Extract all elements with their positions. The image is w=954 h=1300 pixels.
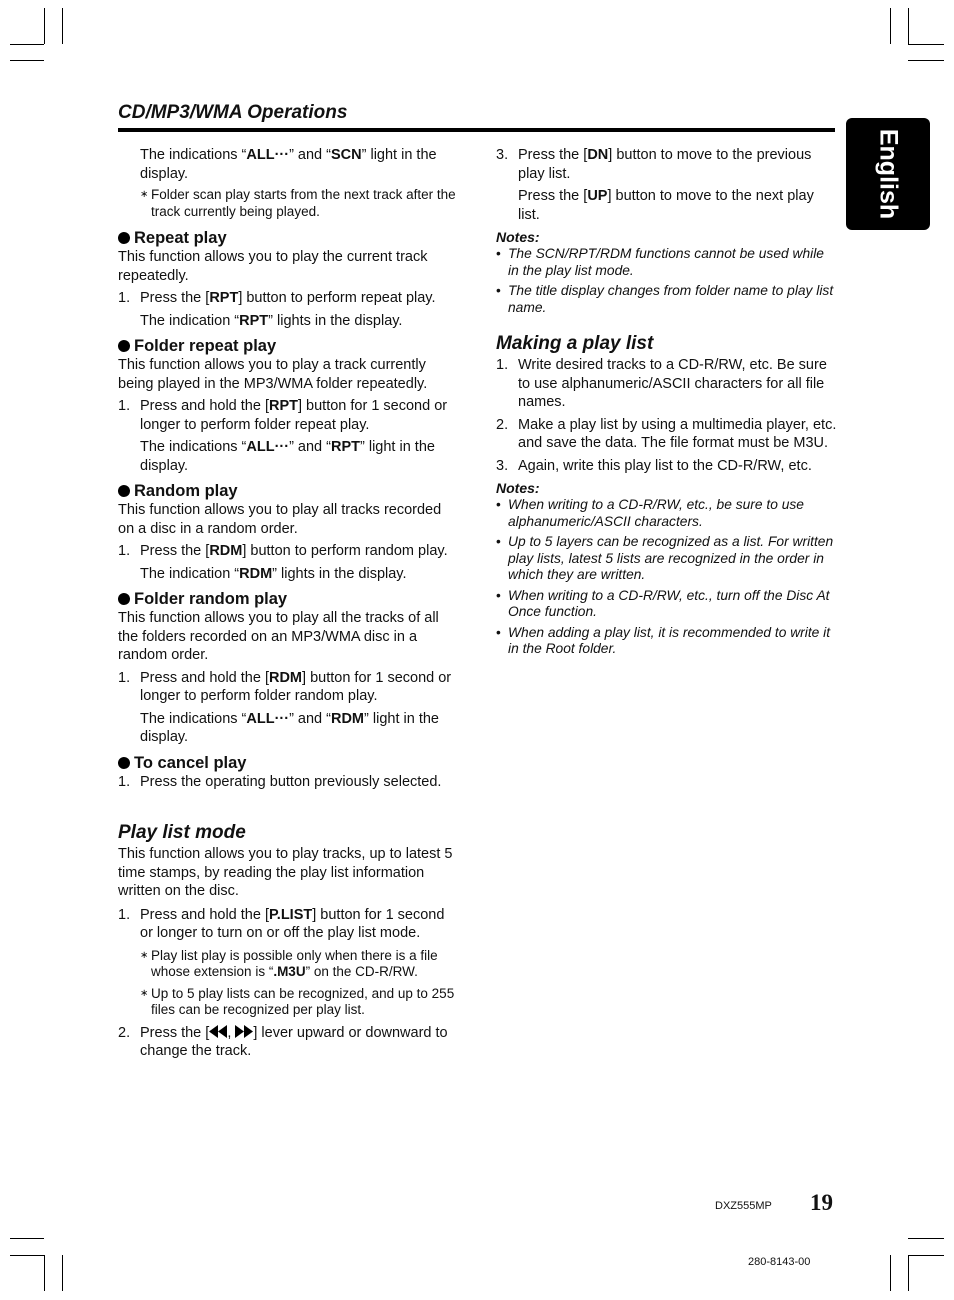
page-number: 19 bbox=[810, 1190, 833, 1215]
random-desc: This function allows you to play all tracks recorded on a disc in a random order. bbox=[118, 502, 442, 537]
random-step-1: 1. Press the [RDM] button to perform random play. bbox=[118, 543, 448, 559]
folder-random-heading: Folder random play bbox=[118, 589, 460, 609]
filled-circle-bullet-icon bbox=[118, 340, 130, 352]
cancel-step-1: 1. Press the operating button previously selected. bbox=[118, 773, 442, 790]
note-item: • When writing to a CD-R/RW, etc., be sure to use alphanumeric/ASCII characters. bbox=[496, 497, 804, 529]
folder-random-step-1: 1. Press and hold the [RDM] button for 1 second or longer to perform folder random play. bbox=[118, 669, 452, 704]
repeat-step-1: 1. Press the [RPT] button to perform repeat play. bbox=[118, 290, 436, 306]
making-step-1: 1. Write desired tracks to a CD-R/RW, etc. Be sure to use alphanumeric/ASCII characters for all file names. bbox=[496, 357, 827, 410]
filled-circle-bullet-icon bbox=[118, 593, 130, 605]
folder-random-desc: This function allows you to play all the tracks of all the folders recorded on an MP3/WMA disc in a random order. bbox=[118, 610, 439, 663]
playlist-note-2: ∗ Up to 5 play lists can be recognized, and up to 255 files can be recognized per play list. bbox=[140, 985, 455, 1017]
playlist-note-1: ∗ Play list play is possible only when there is a file whose extension is “.M3U” on the CD-R/RW. bbox=[140, 947, 438, 979]
language-tab-label: English bbox=[874, 128, 903, 220]
note-item: • The title display changes from folder name to play list name. bbox=[496, 283, 834, 315]
folder-repeat-step-1: 1. Press and hold the [RPT] button for 1 second or longer to perform folder repeat play. bbox=[118, 398, 448, 433]
repeat-desc: This function allows you to play the current track repeatedly. bbox=[118, 249, 428, 284]
making-step-3: 3. Again, write this play list to the CD-R/RW, etc. bbox=[496, 457, 812, 474]
repeat-indication: The indication “RPT” lights in the display. bbox=[140, 312, 403, 329]
playlist-step-1: 1. Press and hold the [P.LIST] button for 1 second or longer to turn on or off the play list mode. bbox=[118, 906, 445, 941]
playlist-mode-heading: Play list mode bbox=[118, 822, 246, 843]
playlist-step-3: 3. Press the [DN] button to move to the previous play list. bbox=[496, 147, 812, 182]
document-code: 280-8143-00 bbox=[748, 1256, 811, 1268]
page-header-title: CD/MP3/WMA Operations bbox=[118, 102, 348, 123]
fast-forward-icon bbox=[235, 1025, 253, 1038]
random-heading: Random play bbox=[118, 481, 460, 501]
notes-heading: Notes: bbox=[496, 480, 540, 496]
playlist-step-3-next: Press the [UP] button to move to the next play list. bbox=[518, 188, 814, 223]
playlist-mode-desc: This function allows you to play tracks, up to latest 5 time stamps, by reading the play list information written on the disc. bbox=[118, 846, 453, 899]
cancel-heading: To cancel play bbox=[118, 753, 460, 773]
note-item: • When adding a play list, it is recommended to write it in the Root folder. bbox=[496, 624, 831, 656]
language-tab bbox=[846, 118, 930, 230]
random-indication: The indication “RDM” lights in the display. bbox=[140, 565, 407, 582]
scan-note: ∗ Folder scan play starts from the next track after the track currently being played. bbox=[140, 187, 456, 219]
note-item: • Up to 5 layers can be recognized as a list. For written play lists, latest 5 lists are recognized in the order in which they are written. bbox=[496, 534, 834, 582]
note-item: • When writing to a CD-R/RW, etc., turn off the Disc At Once function. bbox=[496, 587, 830, 619]
rewind-icon bbox=[209, 1025, 227, 1038]
folder-random-indication: The indications “ALL···” and “RDM” light in the display. bbox=[140, 710, 439, 745]
header-rule bbox=[118, 128, 835, 132]
folder-repeat-heading: Folder repeat play bbox=[118, 336, 460, 356]
making-playlist-heading: Making a play list bbox=[496, 333, 654, 354]
filled-circle-bullet-icon bbox=[118, 485, 130, 497]
repeat-heading: Repeat play bbox=[118, 228, 460, 248]
left-column bbox=[118, 146, 460, 1061]
making-step-2: 2. Make a play list by using a multimedia player, etc. and save the data. The file format must be M3U. bbox=[496, 416, 837, 451]
filled-circle-bullet-icon bbox=[118, 757, 130, 769]
playlist-step-2: 2. Press the [ , ] lever upward or downward to change the track. bbox=[118, 1024, 448, 1059]
filled-circle-bullet-icon bbox=[118, 232, 130, 244]
scan-indication: The indications “ALL···” and “SCN” light in the display. bbox=[140, 147, 437, 182]
folder-repeat-indication: The indications “ALL···” and “RPT” light in the display. bbox=[140, 439, 435, 474]
right-column bbox=[496, 146, 838, 658]
notes-heading: Notes: bbox=[496, 229, 540, 245]
model-number: DXZ555MP bbox=[715, 1200, 772, 1212]
folder-repeat-desc: This function allows you to play a track currently being played in the MP3/WMA folder repeatedly. bbox=[118, 357, 428, 392]
note-item: • The SCN/RPT/RDM functions cannot be used while in the play list mode. bbox=[496, 246, 824, 278]
